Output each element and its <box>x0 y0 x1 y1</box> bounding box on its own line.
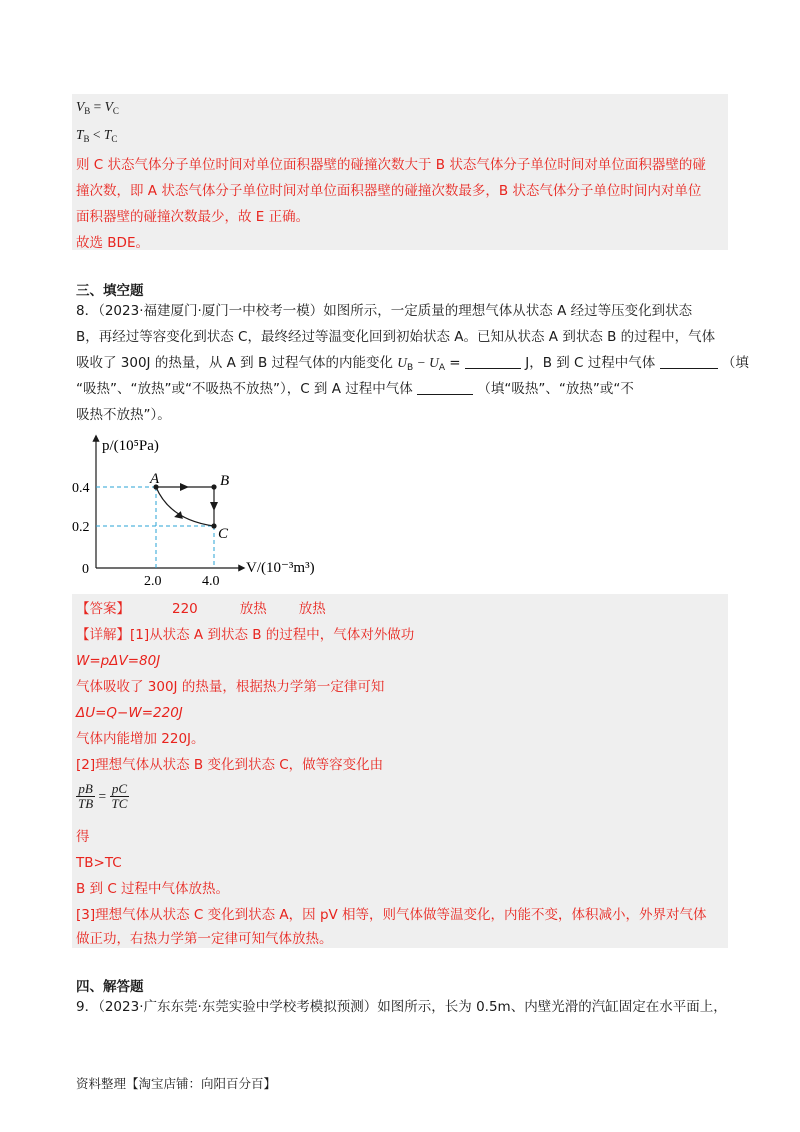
solution-line-5: 面积器壁的碰撞次数最少，故 E 正确。 <box>76 209 310 225</box>
q8-line-2: B，再经过等容变化到状态 C，最终经过等温变化回到初始状态 A。已知从状态 A 到状态 B 的过程中，气体 <box>76 329 716 345</box>
detail-line-4: ΔU=Q−W=220J <box>76 705 183 721</box>
y-tick-02: 0.2 <box>72 520 90 535</box>
answer-line: 【答案】 220 放热 放热 <box>76 601 326 617</box>
y-tick-04: 0.4 <box>72 481 90 496</box>
detail-line-2: W=pΔV=80J <box>76 653 161 669</box>
solution-line-4: 撞次数，即 A 状态气体分子单位时间对单位面积器壁的碰撞次数最多，B 状态气体分子单位时间内对单位 <box>76 183 702 199</box>
pv-graph <box>66 428 346 588</box>
process-c-to-a <box>156 487 214 526</box>
x-axis-label: V/(10⁻³m³) <box>246 560 315 576</box>
q9-line-1: 9．（2023·广东东莞·东莞实验中学校考模拟预测）如图所示，长为 0.5m、内壁光滑的汽缸固定在水平面上， <box>76 999 727 1015</box>
section-title-answer: 四、解答题 <box>76 979 144 995</box>
point-c-label: C <box>218 526 229 542</box>
q8-line-5: 吸热不放热”）。 <box>76 407 171 423</box>
detail-line-5: 气体内能增加 220J。 <box>76 731 205 747</box>
detail-line-11: 做正功，右热力学第一定律可知气体放热。 <box>76 931 333 947</box>
fraction-pc-tc: $\frac{pC}{TC}$ <box>111 781 128 811</box>
detail-line-6: [2]理想气体从状态 B 变化到状态 C，做等容变化由 <box>76 757 384 773</box>
solution-line-3: 则 C 状态气体分子单位时间对单位面积器壁的碰撞次数大于 B 状态气体分子单位时间对单位面积器壁的碰 <box>76 157 706 173</box>
blank-3[interactable] <box>417 381 473 395</box>
x-tick-20: 2.0 <box>144 574 162 588</box>
fraction-pb-tb: $\frac{pB}{TB}$ <box>78 781 94 811</box>
blank-1[interactable] <box>465 355 521 369</box>
section-title-fill-in: 三、填空题 <box>76 283 144 299</box>
point-b-label: B <box>220 473 230 489</box>
blank-2[interactable] <box>660 355 718 369</box>
q8-line-3: 吸收了 300J 的热量，从 A 到 B 过程气体的内能变化 $U_B - U_A = J$，B 到 C 过程中气体 （填 <box>76 355 749 373</box>
point-a-label: A <box>150 471 160 487</box>
detail-line-10: [3]理想气体从状态 C 变化到状态 A，因 pV 相等，则气体做等温变化，内能不变，体积减小，外界对气体 <box>76 907 707 923</box>
point-c <box>211 523 216 528</box>
detail-line-7: 得 <box>76 829 90 845</box>
q8-line-4: “吸热”、“放热”或“不吸热不放热”），C 到 A 过程中气体 （填“吸热”、“放热”或“不 <box>76 381 634 397</box>
detail-line-8: TB>TC <box>76 855 122 871</box>
origin-label: 0 <box>82 562 89 577</box>
equation-tb-tc: $T_B < T_C$ <box>76 127 118 144</box>
y-axis-label: p/(10⁵Pa) <box>102 438 159 454</box>
point-b <box>211 484 216 489</box>
q8-line-1: 8．（2023·福建厦门·厦门一中校考一模）如图所示，一定质量的理想气体从状态 A 经过等压变化到状态 <box>76 303 693 319</box>
footer-text: 资料整理【淘宝店铺：向阳百分百】 <box>76 1076 277 1091</box>
x-tick-40: 4.0 <box>202 574 220 588</box>
detail-line-9: B 到 C 过程中气体放热。 <box>76 881 230 897</box>
detail-line-3: 气体吸收了 300J 的热量，根据热力学第一定律可知 <box>76 679 385 695</box>
equation-vb-vc: $V_B = V_C$ <box>76 99 119 116</box>
detail-fraction-equation: $\frac{pB}{TB}$ = $\frac{pC}{TC}$ <box>78 781 128 811</box>
detail-line-1: 【详解】[1]从状态 A 到状态 B 的过程中，气体对外做功 <box>76 627 415 643</box>
solution-line-6: 故选 BDE。 <box>76 235 149 251</box>
